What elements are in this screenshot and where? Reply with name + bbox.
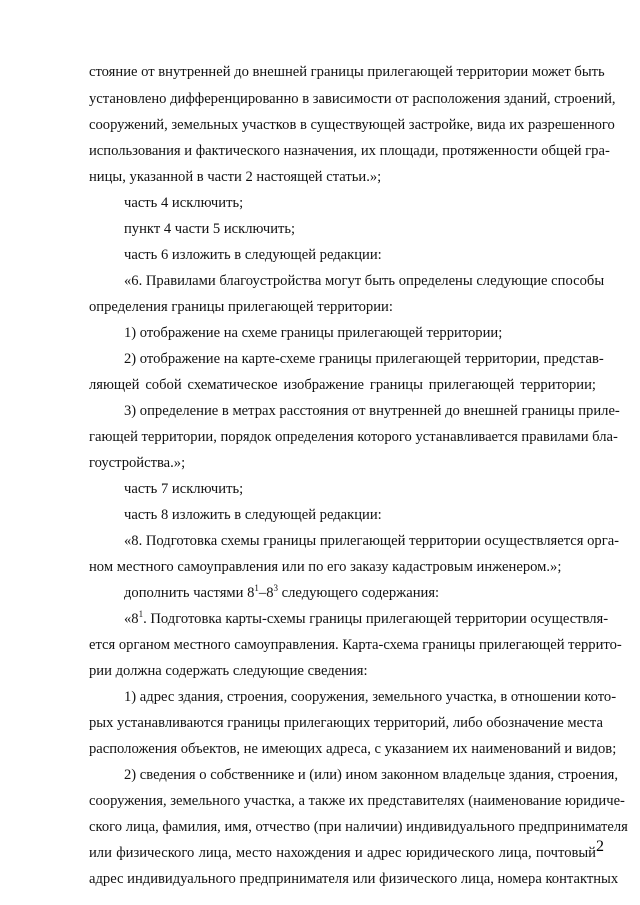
text-line: часть 7 исключить; — [124, 481, 244, 497]
superscript: 1 — [138, 609, 144, 619]
text-line: адрес индивидуального предпринимателя или физического лица, номера контактных — [89, 871, 619, 887]
text-line: пункт 4 части 5 исключить; — [124, 221, 296, 237]
text-line: гающей территории, порядок определения которого устанавливается правилами бла- — [89, 429, 618, 445]
text-line: гоустройства.»; — [89, 455, 186, 471]
text-line: ется органом местного самоуправления. Карта-схема границы прилегающей террито- — [89, 637, 622, 653]
text-line: 1) отображение на схеме границы прилегающей территории; — [124, 325, 503, 341]
text-line: рых устанавливаются границы прилегающих территорий, либо обозначение места — [89, 715, 603, 731]
text-line: 3) определение в метрах расстояния от внутренней до внешней границы приле- — [124, 403, 620, 419]
text-line: часть 8 изложить в следующей редакции: — [124, 507, 382, 523]
text-line: стояние от внутренней до внешней границы прилегающей территории может быть — [89, 64, 605, 80]
text-line: сооружения, земельного участка, а также их представителях (наименование юридиче- — [89, 793, 625, 809]
text-fragment: . Подготовка карты-схемы границы прилегающей территории осуществля- — [143, 611, 609, 627]
text-line: сооружений, земельных участков в существующей застройке, вида их разрешенного — [89, 117, 615, 133]
text-line: 1) адрес здания, строения, сооружения, земельного участка, в отношении кото- — [124, 689, 617, 705]
text-line: «6. Правилами благоустройства могут быть определены следующие способы — [124, 273, 605, 289]
text-line: ном местного самоуправления или по его заказу кадастровым инженером.»; — [89, 559, 562, 575]
text-line: часть 6 изложить в следующей редакции: — [124, 247, 382, 263]
text-fragment: дополнить частями 8 — [124, 585, 255, 601]
text-line: ницы, указанной в части 2 настоящей статьи.»; — [89, 169, 382, 185]
text-line: определения границы прилегающей территории: — [89, 299, 393, 315]
text-line: 2) сведения о собственнике и (или) ином законном владельце здания, строения, — [124, 767, 619, 783]
superscript: 3 — [273, 583, 278, 593]
text-line: рии должна содержать следующие сведения: — [89, 663, 368, 679]
text-line: установлено дифференцированно в зависимости от расположения зданий, строений, — [89, 91, 616, 107]
text-fragment: «8 — [124, 611, 139, 627]
text-line: ского лица, фамилия, имя, отчество (при наличии) индивидуального предпринимателя — [89, 819, 628, 835]
text-line: часть 4 исключить; — [124, 195, 244, 211]
superscript: 1 — [254, 583, 259, 593]
text-fragment: следующего содержания: — [278, 585, 440, 601]
text-line — [124, 609, 609, 628]
text-line — [124, 584, 439, 602]
text-line: расположения объектов, не имеющих адреса, с указанием их наименований и видов; — [89, 741, 617, 757]
text-line: 2) отображение на карте-схеме границы прилегающей территории, представ- — [124, 351, 604, 367]
text-line: ляющей собой схематическое изображение границы прилегающей территории; — [89, 377, 596, 393]
text-fragment: –8 — [258, 585, 274, 601]
text-line: или физического лица, место нахождения и адрес юридического лица, почтовый — [89, 845, 596, 861]
text-line: использования и фактического назначения, их площади, протяженности общей гра- — [89, 143, 610, 159]
page-number: 2 — [596, 838, 604, 855]
text-line: «8. Подготовка схемы границы прилегающей территории осуществляется орга- — [124, 533, 620, 549]
